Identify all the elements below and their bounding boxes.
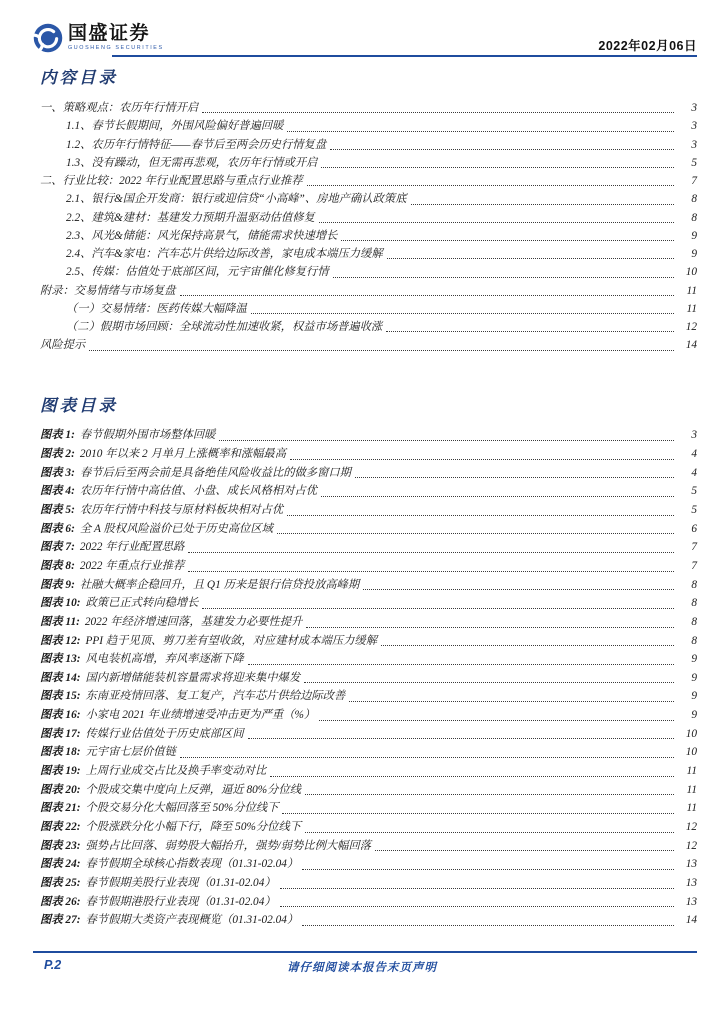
figure-entry[interactable] bbox=[40, 743, 697, 762]
figure-entry-caption: 2022 年重点行业推荐 bbox=[79, 559, 185, 572]
figure-entry[interactable] bbox=[40, 557, 697, 576]
dotted-leader bbox=[321, 167, 674, 168]
figure-entry-page: 11 bbox=[686, 765, 697, 778]
toc-entry-page: 12 bbox=[685, 321, 697, 333]
toc-entry-label: 2.3、风光&储能：风光保持高景气，储能需求快速增长 bbox=[66, 229, 338, 242]
figure-entry-caption: 春节假期美股行业表现（01.31-02.04） bbox=[85, 876, 276, 889]
figure-entry-page: 7 bbox=[691, 541, 697, 554]
figure-entry-number: 图表 11: bbox=[40, 615, 80, 628]
figure-entry-number: 图表 19: bbox=[40, 765, 81, 778]
toc-entry-label: 2.5、传媒：估值处于底部区间，元宇宙催化修复行情 bbox=[66, 266, 329, 279]
figure-entry[interactable] bbox=[40, 893, 697, 912]
dotted-leader bbox=[319, 720, 674, 721]
figure-entry-number: 图表 16: bbox=[40, 709, 81, 722]
dotted-leader bbox=[302, 925, 674, 926]
figure-entry-caption: 个股成交集中度向上反弹，逼近 80%分位线 bbox=[85, 783, 302, 796]
toc-entry-page: 8 bbox=[691, 211, 697, 224]
toc-entry-page: 14 bbox=[685, 339, 697, 352]
figure-entry-caption: 春节假期港股行业表现（01.31-02.04） bbox=[85, 895, 276, 908]
dotted-leader bbox=[202, 608, 674, 609]
dotted-leader bbox=[188, 571, 674, 572]
footer-divider bbox=[33, 951, 697, 953]
content-area bbox=[40, 64, 697, 930]
dotted-leader bbox=[307, 185, 674, 186]
figure-entry-page: 6 bbox=[691, 522, 697, 535]
figure-entry[interactable] bbox=[40, 613, 697, 632]
toc-entry-page: 11 bbox=[686, 284, 697, 297]
toc-entry-label: 2.1、银行&国企开发商：银行或迎信贷“小高峰”、房地产确认政策底 bbox=[66, 193, 407, 206]
guosheng-logo-icon bbox=[33, 23, 63, 53]
figure-entry[interactable] bbox=[40, 799, 697, 818]
dotted-leader bbox=[248, 738, 674, 739]
dotted-leader bbox=[411, 204, 675, 205]
dotted-leader bbox=[180, 295, 674, 296]
brand-subtitle: GUOSHENG SECURITIES bbox=[68, 45, 164, 51]
report-date: 2022年02月06日 bbox=[598, 39, 697, 53]
dotted-leader bbox=[363, 589, 674, 590]
toc-entry[interactable] bbox=[40, 117, 697, 135]
figure-entry[interactable] bbox=[40, 501, 697, 520]
figure-entry-page: 10 bbox=[685, 727, 697, 740]
figure-entry-page: 8 bbox=[691, 597, 697, 610]
dotted-leader bbox=[202, 112, 674, 113]
figure-entry-number: 图表 12: bbox=[40, 634, 81, 647]
toc-entry-label: （一）交易情绪：医药传媒大幅降温 bbox=[66, 302, 247, 315]
guosheng-logo bbox=[33, 23, 164, 53]
figure-entry-page: 4 bbox=[691, 466, 697, 479]
figure-entry-number: 图表 13: bbox=[40, 653, 81, 666]
header-divider bbox=[112, 55, 697, 57]
dotted-leader bbox=[89, 350, 674, 351]
dotted-leader bbox=[304, 682, 674, 683]
figure-entry-page: 9 bbox=[691, 653, 697, 666]
figure-entry[interactable] bbox=[40, 837, 697, 856]
figure-entry-number: 图表 22: bbox=[40, 820, 81, 833]
figure-entry-number: 图表 25: bbox=[40, 876, 81, 889]
figure-entry-page: 9 bbox=[691, 690, 697, 703]
dotted-leader bbox=[302, 869, 674, 870]
figure-entry[interactable] bbox=[40, 520, 697, 539]
figure-entry[interactable] bbox=[40, 576, 697, 595]
figure-entry-page: 4 bbox=[691, 448, 697, 461]
dotted-leader bbox=[381, 645, 674, 646]
toc-entry-page: 11 bbox=[686, 302, 697, 315]
dotted-leader bbox=[180, 757, 674, 758]
dotted-leader bbox=[280, 888, 674, 889]
toc-entry-label: 1.1、春节长假期间，外围风险偏好普遍回暖 bbox=[66, 120, 284, 133]
toc-entry-page: 3 bbox=[691, 120, 697, 133]
dotted-leader bbox=[287, 131, 674, 132]
dotted-leader bbox=[280, 906, 674, 907]
figure-entry-page: 14 bbox=[685, 914, 697, 927]
figures-heading: 图表目录 bbox=[40, 395, 118, 415]
brand-name: 国盛证券 bbox=[68, 23, 151, 44]
toc-entry[interactable] bbox=[40, 318, 697, 336]
figure-entry-caption: 东南亚疫情回落、复工复产，汽车芯片供给边际改善 bbox=[85, 690, 346, 703]
dotted-leader bbox=[277, 533, 674, 534]
dotted-leader bbox=[375, 850, 674, 851]
toc-entry[interactable] bbox=[40, 136, 697, 154]
figure-entry-number: 图表 23: bbox=[40, 839, 81, 852]
toc-entry-label: 附录：交易情绪与市场复盘 bbox=[40, 284, 176, 297]
dotted-leader bbox=[282, 813, 674, 814]
figure-entry-page: 10 bbox=[685, 746, 697, 759]
toc-entry[interactable] bbox=[40, 336, 697, 354]
figure-entry-number: 图表 17: bbox=[40, 727, 81, 740]
figure-entry-page: 9 bbox=[691, 671, 697, 684]
dotted-leader bbox=[306, 627, 674, 628]
figure-entry-caption: 2022 年行业配置思路 bbox=[79, 541, 185, 554]
figure-entry-page: 3 bbox=[691, 429, 697, 442]
figure-entry-page: 13 bbox=[685, 858, 697, 871]
toc-entry[interactable] bbox=[40, 263, 697, 281]
dotted-leader bbox=[188, 552, 674, 553]
figure-entry-caption: 春节假期外围市场整体回暖 bbox=[79, 429, 216, 442]
dotted-leader bbox=[341, 240, 674, 241]
figure-entry-number: 图表 15: bbox=[40, 690, 81, 703]
dotted-leader bbox=[386, 331, 674, 332]
figure-entry-page: 8 bbox=[691, 578, 697, 591]
toc-list bbox=[40, 99, 697, 355]
figure-entry-page: 12 bbox=[685, 839, 697, 852]
figure-entry-caption: 农历年行情中高估值、小盘、成长风格相对占优 bbox=[79, 485, 318, 498]
figure-entry-page: 7 bbox=[691, 559, 697, 572]
figure-entry-number: 图表 10: bbox=[40, 597, 81, 610]
dotted-leader bbox=[305, 794, 674, 795]
figure-entry-number: 图表 3: bbox=[40, 466, 75, 479]
toc-entry-page: 3 bbox=[691, 138, 697, 151]
toc-entry-label: （二）假期市场回顾：全球流动性加速收紧，权益市场普遍收涨 bbox=[66, 321, 383, 333]
figure-entry-page: 5 bbox=[691, 485, 697, 498]
figures-list bbox=[40, 427, 697, 930]
figure-entry-number: 图表 26: bbox=[40, 895, 81, 908]
figure-entry-caption: 2010 年以来 2 月单月上涨概率和涨幅最高 bbox=[79, 448, 287, 461]
figure-entry-number: 图表 21: bbox=[40, 802, 81, 815]
toc-entry-label: 2.2、建筑&建材：基建发力预期升温驱动估值修复 bbox=[66, 211, 315, 224]
toc-entry[interactable] bbox=[40, 209, 697, 227]
figure-entry-caption: PPI 趋于见顶、剪刀差有望收敛，对应建材成本端压力缓解 bbox=[85, 634, 377, 647]
figure-entry-caption: 春节后后至两会前是具备绝佳风险收益比的做多窗口期 bbox=[79, 466, 351, 479]
figure-entry-page: 13 bbox=[685, 895, 697, 908]
dotted-leader bbox=[349, 701, 674, 702]
toc-entry[interactable] bbox=[40, 227, 697, 245]
figure-entry[interactable] bbox=[40, 818, 697, 837]
figure-entry[interactable] bbox=[40, 687, 697, 706]
figure-entry[interactable] bbox=[40, 482, 697, 501]
figure-entry[interactable] bbox=[40, 464, 697, 483]
toc-entry-label: 1.3、没有躁动，但无需再悲观，农历年行情或开启 bbox=[66, 156, 318, 169]
figure-entry-page: 12 bbox=[685, 820, 697, 833]
figure-entry[interactable] bbox=[40, 632, 697, 651]
figure-entry-page: 9 bbox=[691, 709, 697, 722]
dotted-leader bbox=[287, 515, 674, 516]
dotted-leader bbox=[248, 664, 674, 665]
figure-entry-number: 图表 2: bbox=[40, 448, 75, 461]
figure-entry-caption: 元宇宙七层价值链 bbox=[85, 746, 176, 759]
toc-entry-label: 一、策略观点：农历年行情开启 bbox=[40, 102, 199, 114]
figure-entry[interactable] bbox=[40, 538, 697, 557]
figure-entry-page: 13 bbox=[685, 876, 697, 889]
figure-entry-number: 图表 18: bbox=[40, 746, 81, 759]
figure-entry-caption: 政策已正式转向稳增长 bbox=[85, 597, 199, 610]
figure-entry[interactable] bbox=[40, 762, 697, 781]
toc-entry[interactable] bbox=[40, 172, 697, 190]
dotted-leader bbox=[330, 149, 674, 150]
toc-entry[interactable] bbox=[40, 99, 697, 117]
toc-entry-label: 1.2、农历年行情特征——春节后至两会历史行情复盘 bbox=[66, 138, 327, 151]
figure-entry-caption: 小家电 2021 年业绩增速受冲击更为严重（%） bbox=[85, 709, 316, 722]
toc-entry-page: 3 bbox=[691, 102, 697, 114]
toc-entry[interactable] bbox=[40, 245, 697, 263]
figure-entry-number: 图表 14: bbox=[40, 671, 81, 684]
toc-entry-page: 8 bbox=[691, 193, 697, 206]
dotted-leader bbox=[305, 832, 674, 833]
toc-entry[interactable] bbox=[40, 154, 697, 172]
dotted-leader bbox=[270, 776, 674, 777]
figure-entry[interactable] bbox=[40, 594, 697, 613]
figure-entry-number: 图表 4: bbox=[40, 485, 75, 498]
figure-entry-number: 图表 5: bbox=[40, 504, 75, 517]
figure-entry[interactable] bbox=[40, 725, 697, 744]
figure-entry-caption: 国内新增储能装机容量需求将迎来集中爆发 bbox=[85, 671, 301, 684]
footer-disclaimer: 请仔细阅读本报告末页声明 bbox=[287, 962, 437, 974]
figure-entry[interactable] bbox=[40, 911, 697, 930]
toc-entry-label: 二、行业比较：2022 年行业配置思路与重点行业推荐 bbox=[40, 175, 303, 187]
figure-entry-caption: 2022 年经济增速回落，基建发力必要性提升 bbox=[84, 615, 303, 628]
dotted-leader bbox=[387, 258, 674, 259]
figure-entry-number: 图表 8: bbox=[40, 559, 75, 572]
figure-entry-number: 图表 7: bbox=[40, 541, 75, 554]
footer-page-number: P.2 bbox=[44, 958, 62, 972]
dotted-leader bbox=[321, 496, 674, 497]
figure-entry[interactable] bbox=[40, 445, 697, 464]
figure-entry-page: 11 bbox=[686, 783, 697, 796]
dotted-leader bbox=[251, 313, 674, 314]
figure-entry-caption: 全 A 股权风险溢价已处于历史高位区域 bbox=[79, 522, 273, 535]
figure-entry[interactable] bbox=[40, 669, 697, 688]
toc-entry-page: 9 bbox=[691, 248, 697, 260]
figure-entry-number: 图表 27: bbox=[40, 914, 81, 927]
figure-entry-page: 5 bbox=[691, 504, 697, 517]
figure-entry[interactable] bbox=[40, 427, 697, 446]
figure-entry-caption: 个股交易分化大幅回落至 50%分位线下 bbox=[85, 802, 279, 815]
figure-entry-number: 图表 6: bbox=[40, 522, 75, 535]
dotted-leader bbox=[355, 477, 674, 478]
figure-entry-caption: 风电装机高增，弃风率逐渐下降 bbox=[85, 653, 244, 666]
figure-entry[interactable] bbox=[40, 874, 697, 893]
toc-entry-page: 9 bbox=[691, 229, 697, 242]
figure-entry[interactable] bbox=[40, 650, 697, 669]
figure-entry-caption: 春节假期全球核心指数表现（01.31-02.04） bbox=[85, 858, 299, 871]
dotted-leader bbox=[333, 277, 674, 278]
figure-entry-caption: 强势占比回落、弱势股大幅抬升，强势/弱势比例大幅回落 bbox=[85, 839, 372, 852]
figure-entry-caption: 社融大概率企稳回升，且 Q1 历来是银行信贷投放高峰期 bbox=[79, 578, 360, 591]
toc-entry-page: 5 bbox=[691, 156, 697, 169]
figure-entry-number: 图表 24: bbox=[40, 858, 81, 871]
toc-heading: 内容目录 bbox=[40, 68, 118, 87]
figure-entry-number: 图表 1: bbox=[40, 429, 75, 442]
toc-entry[interactable] bbox=[40, 282, 697, 300]
toc-entry[interactable] bbox=[40, 300, 697, 318]
toc-entry[interactable] bbox=[40, 190, 697, 208]
figure-entry-caption: 春节假期大类资产表现概览（01.31-02.04） bbox=[85, 914, 299, 927]
figure-entry[interactable] bbox=[40, 706, 697, 725]
figure-entry[interactable] bbox=[40, 855, 697, 874]
figure-entry-page: 8 bbox=[691, 615, 697, 628]
dotted-leader bbox=[290, 459, 674, 460]
toc-entry-page: 10 bbox=[685, 266, 697, 279]
figure-entry-caption: 传媒行业估值处于历史底部区间 bbox=[85, 727, 244, 740]
figure-entry-page: 11 bbox=[686, 802, 697, 815]
toc-entry-label: 风险提示 bbox=[40, 339, 86, 352]
toc-entry-page: 7 bbox=[691, 175, 697, 187]
dotted-leader bbox=[219, 440, 674, 441]
toc-entry-label: 2.4、汽车&家电：汽车芯片供给边际改善，家电成本端压力缓解 bbox=[66, 248, 383, 260]
figure-entry-caption: 上周行业成交占比及换手率变动对比 bbox=[85, 765, 267, 778]
figure-entry-caption: 个股涨跌分化小幅下行，降至 50%分位线下 bbox=[85, 820, 302, 833]
figure-entry-page: 8 bbox=[691, 634, 697, 647]
figure-entry[interactable] bbox=[40, 781, 697, 800]
figure-entry-number: 图表 20: bbox=[40, 783, 81, 796]
figure-entry-caption: 农历年行情中科技与原材料板块相对占优 bbox=[79, 504, 284, 517]
figure-entry-number: 图表 9: bbox=[40, 578, 75, 591]
dotted-leader bbox=[319, 222, 674, 223]
